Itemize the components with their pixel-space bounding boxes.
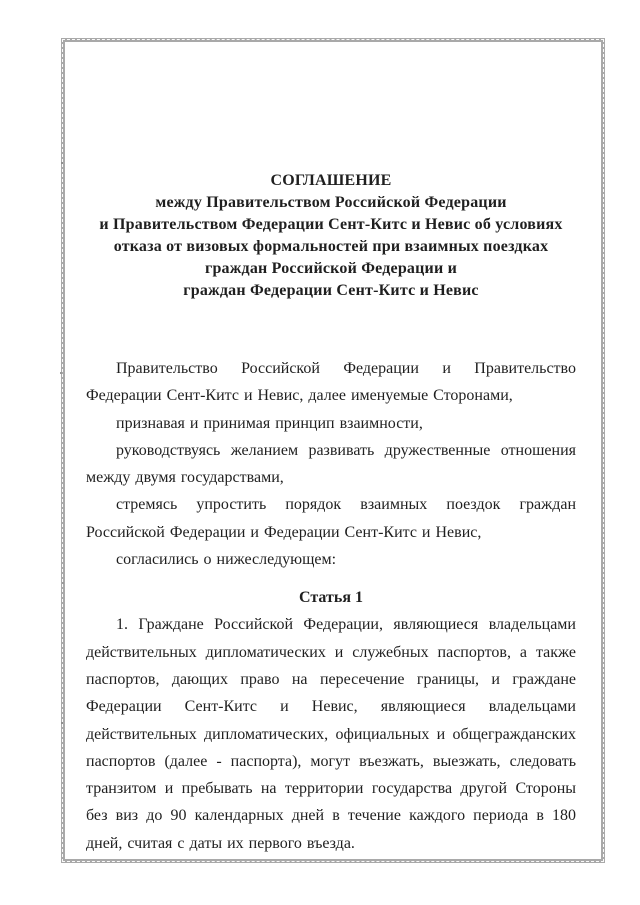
- title-line-6: граждан Федерации Сент-Китс и Невис: [183, 282, 479, 299]
- title-line-3: и Правительством Федерации Сент-Китс и Невис об условиях: [99, 216, 563, 233]
- title-line-2: между Правительством Российской Федерации: [155, 194, 507, 211]
- document-title: [86, 170, 576, 302]
- preamble-paragraph-relations: руководствуясь желанием развивать дружественные отношения между двумя государствами,: [86, 441, 576, 487]
- preamble-paragraph-travel: стремясь упростить порядок взаимных поездок граждан Российской Федерации и Федерации Сент-Китс и Невис,: [86, 496, 576, 541]
- preamble-paragraph-reciprocity: признавая и принимая принцип взаимности,: [116, 414, 423, 432]
- article-1-paragraph: 1. Граждане Российской Федерации, являющиеся владельцами действительных дипломатических и служебных паспортов, а также паспортов, дающих право на пересечение границы, и граждане Федерации Сент-Китс и Невис, являющиеся владельцами действительных дипломатических, официальных и общегражданских паспортов (далее - паспорта), могут въезжать, выезжать, следовать транзитом и пребывать на территории государства другой Стороны без виз до 90 календарных дней в течение каждого периода в 180 дней, считая с даты их первого въезда.: [86, 616, 576, 852]
- preamble-paragraph-parties: Правительство Российской Федерации и Правительство Федерации Сент-Китс и Невис, далее именуемые Сторонами,: [86, 360, 576, 405]
- title-line-4: отказа от визовых формальностей при взаимных поездках: [113, 238, 549, 255]
- title-line-1: СОГЛАШЕНИЕ: [270, 172, 392, 189]
- title-line-5: граждан Российской Федерации и: [204, 260, 458, 277]
- scanned-page-frame: [61, 38, 605, 863]
- article-1-heading: Статья 1: [299, 589, 363, 607]
- preamble-paragraph-agreed: согласились о нижеследующем:: [116, 551, 337, 569]
- preamble: [86, 355, 576, 573]
- document-content: [86, 42, 576, 857]
